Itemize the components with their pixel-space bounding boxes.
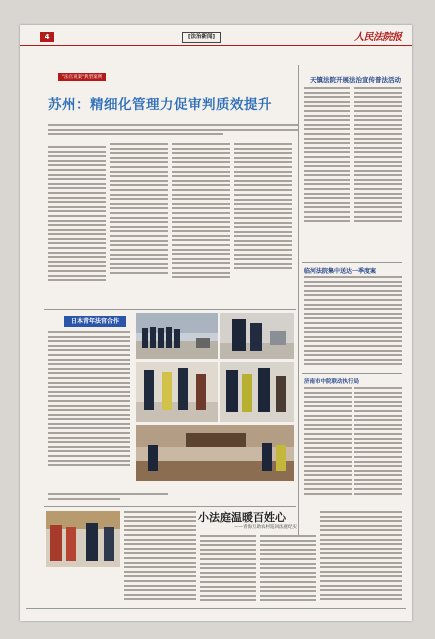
article-column-4 [234, 143, 292, 303]
right-column-b [354, 87, 402, 257]
photo-officers-court [220, 313, 294, 359]
section-divider [44, 309, 296, 310]
bottom-column-2 [200, 535, 256, 605]
bottom-divider [44, 506, 296, 507]
article-column-3 [172, 143, 230, 303]
photo-police-lineup [136, 313, 218, 359]
right-column-a [304, 87, 350, 257]
photo-courtroom [136, 425, 294, 481]
page-number: 4 [40, 32, 54, 42]
photo-caption [48, 493, 168, 505]
main-headline: 苏州：精细化管理力促审判质效提升 [48, 97, 272, 113]
feature-text-column [48, 331, 130, 491]
right-column-d [354, 387, 402, 507]
section-label: [法治新闻] [182, 32, 221, 43]
right-column-c [304, 387, 352, 507]
right-headline-1: 天镇法院开展法治宣传普法活动 [310, 76, 401, 84]
masthead [20, 25, 412, 46]
right-divider-2 [302, 373, 402, 374]
photo-enforcement [220, 362, 294, 422]
feature-banner: 日本青年法官合作 [64, 316, 126, 327]
lede-text [48, 124, 298, 138]
newspaper-logo: 人民法院报 [354, 32, 402, 43]
article-column-1 [48, 143, 106, 303]
bottom-column-3 [260, 535, 316, 605]
right-headline-2: 临河法院集中送达一季度案 [304, 268, 377, 275]
right-article-mid [304, 276, 402, 372]
kicker-tag: "法官说案"典型案例 [58, 73, 106, 81]
bottom-headline: 小法庭温暖百姓心 [198, 511, 286, 524]
bottom-column-4 [320, 511, 402, 605]
right-divider-1 [302, 262, 402, 263]
bottom-column-1 [124, 511, 196, 603]
article-column-2 [110, 143, 168, 303]
bottom-subheadline: ——青海互助农村巡回法庭纪实 [234, 525, 297, 530]
photo-handover [136, 362, 218, 422]
footer-rule [26, 608, 406, 609]
photo-court-visit [46, 511, 120, 567]
right-rail-divider [298, 65, 299, 535]
newspaper-page [20, 25, 412, 621]
right-headline-3: 济南市中院联动执行局 [304, 379, 360, 385]
